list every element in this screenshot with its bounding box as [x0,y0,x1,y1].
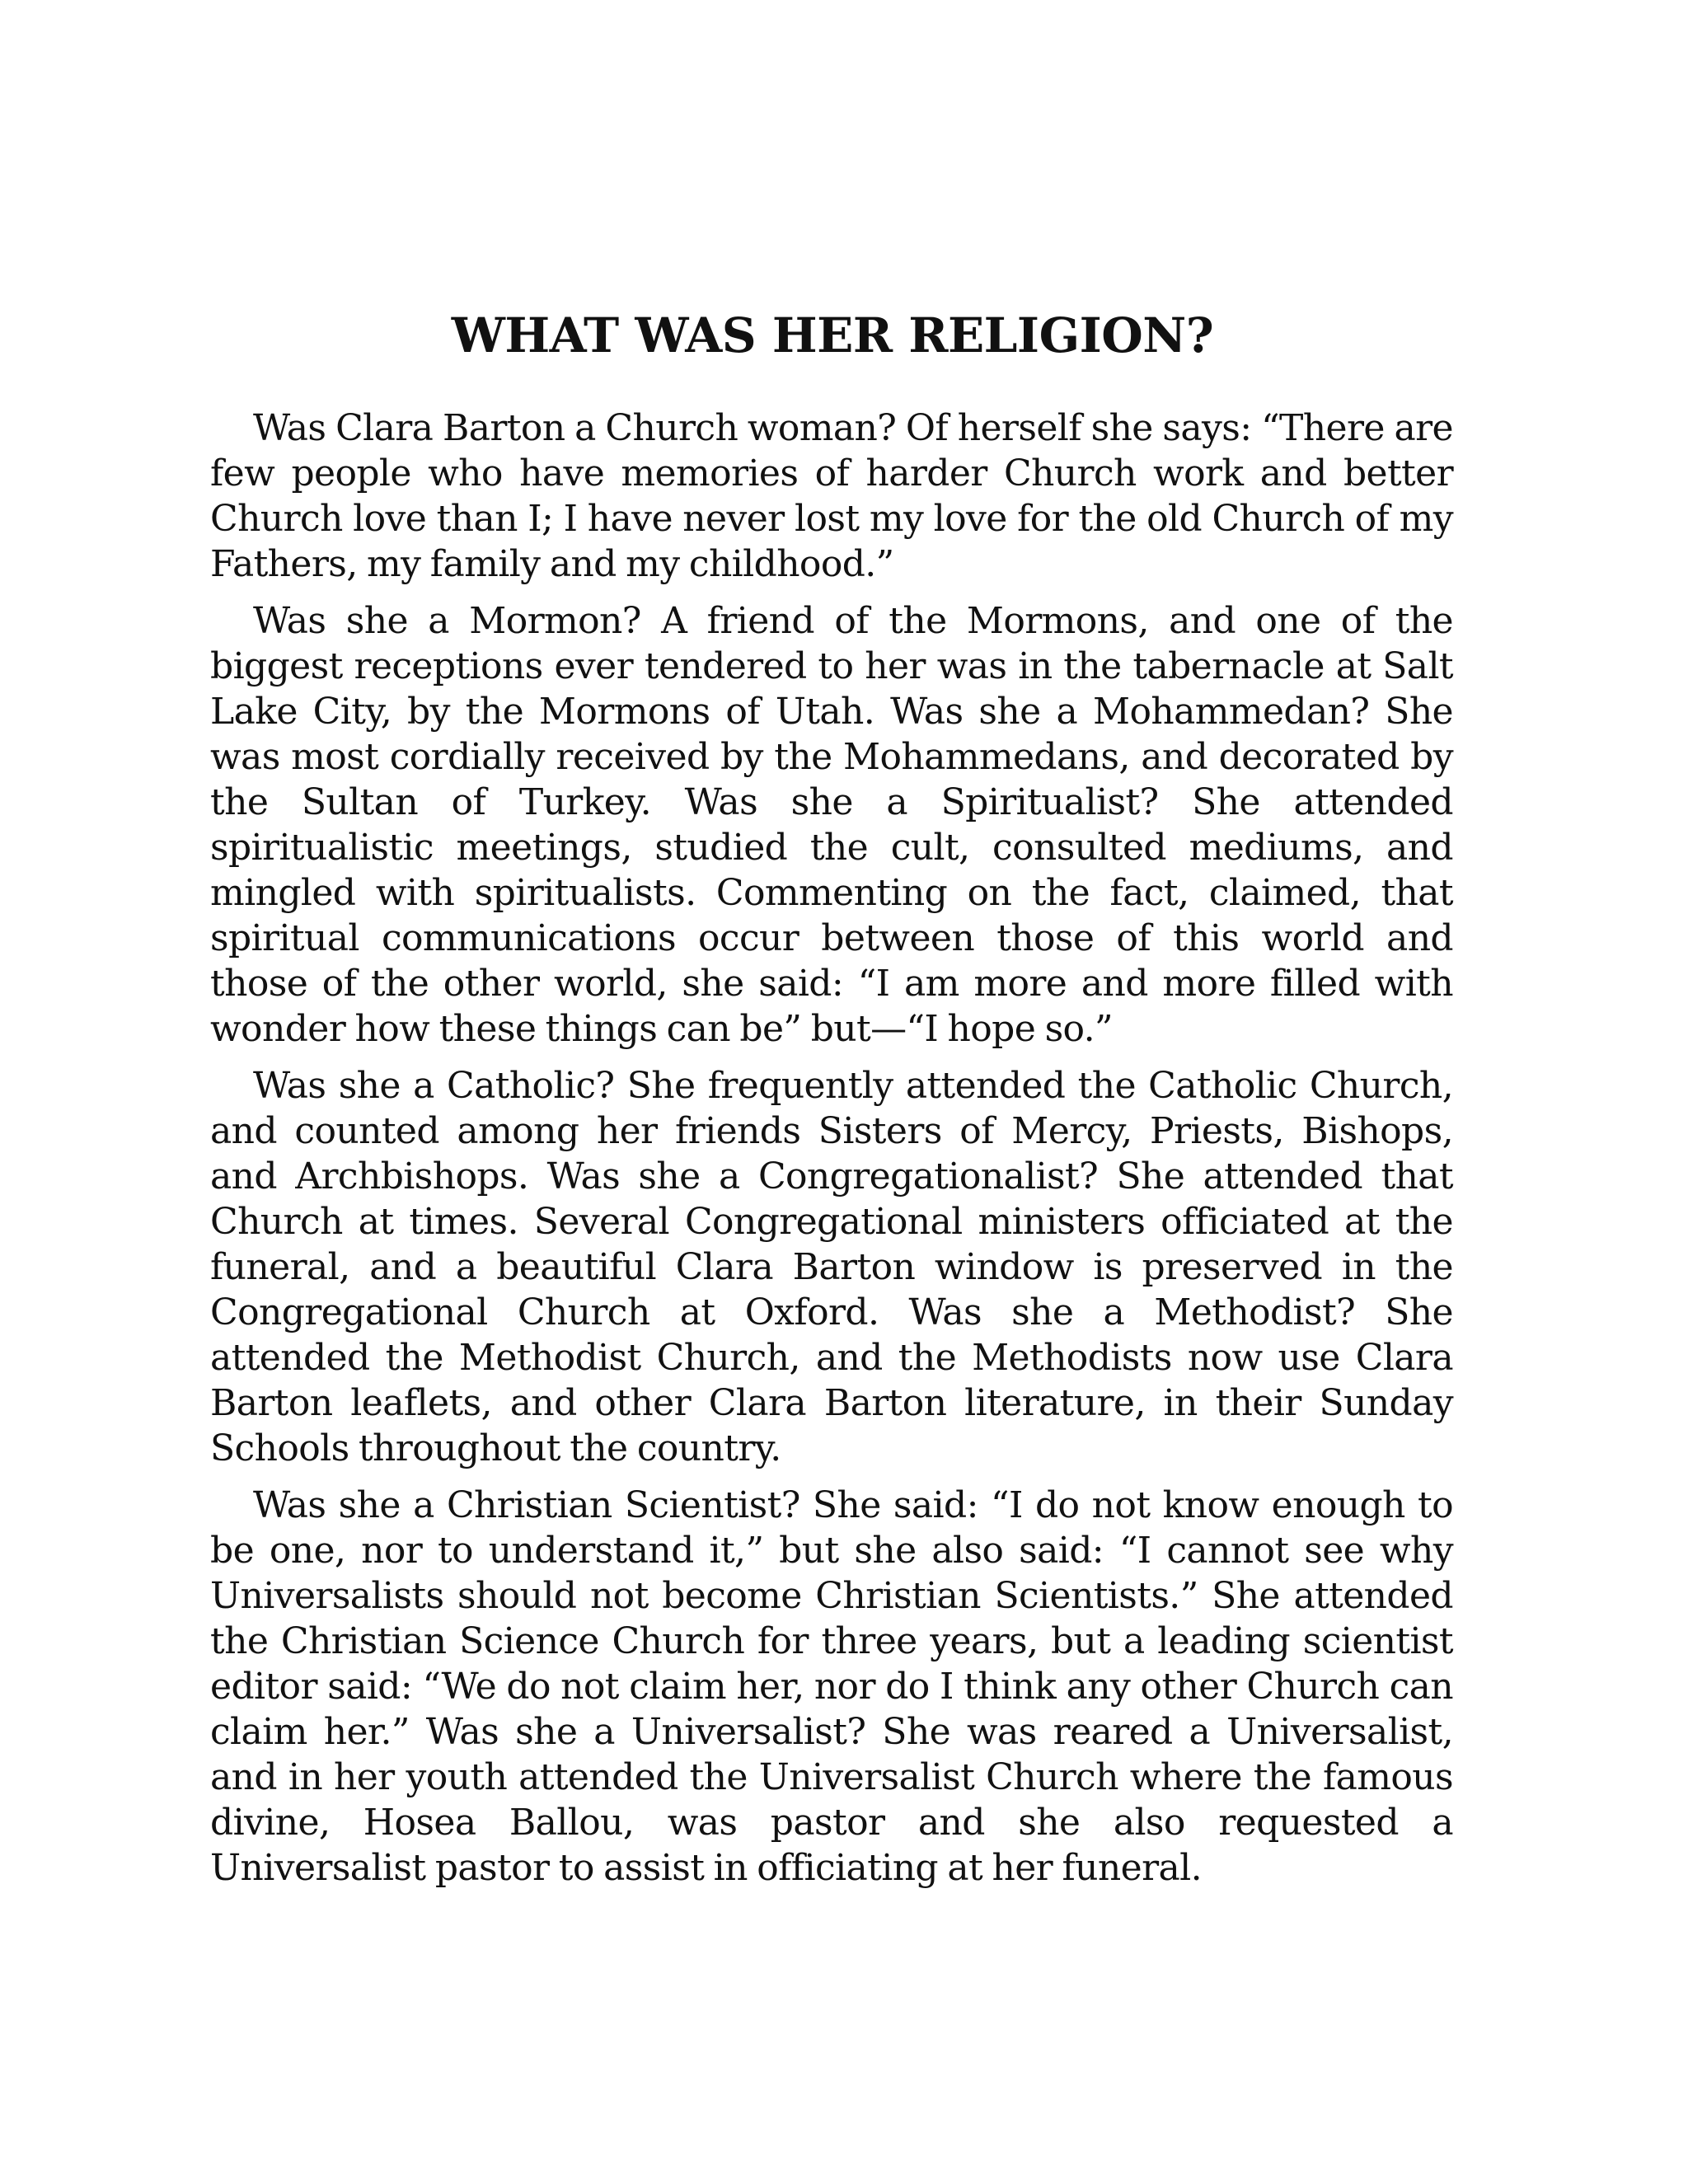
paragraph-scientist-universalist: Was she a Christian Scientist? She said: “I do not know enough to be one, nor to understand it,” but she also said: “I cannot see why Universalists should not become Christian Scientists.” She attended the Christian Science Church for three years, but a leading scientist editor said: “We do not claim her, nor do I think any other Church can claim her.” Was she a Universalist? She was reared a Universalist, and in her youth attended the Universalist Church where the famous divine, Hosea Ballou, was pastor and she also requested a Universalist pastor to assist in officiating at her funeral. [210,1484,1453,1889]
paragraph-church-woman: Was Clara Barton a Church woman? Of herself she says: “There are few people who have memories of harder Church work and better Church love than I; I have never lost my love for the old Church of my Fathers, my family and my childhood.” [210,407,1453,585]
body-text [210,405,1453,1902]
page-title: WHAT WAS HER RELIGION? [451,307,1214,363]
paragraph-mormon-spiritualist: Was she a Mormon? A friend of the Mormons, and one of the biggest receptions ever tendered to her was in the tabernacle at Salt Lake City, by the Mormons of Utah. Was she a Mohammedan? She was most cordially received by the Mohammedans, and decorated by the Sultan of Turkey. Was she a Spiritualist? She attended spiritualistic meetings, studied the cult, consulted mediums, and mingled with spiritualists. Commenting on the fact, claimed, that spiritual communications occur between those of this world and those of the other world, she said: “I am more and more filled with wonder how these things can be” but—“I hope so.” [210,600,1453,1050]
paragraph-catholic-methodist: Was she a Catholic? She frequently attended the Catholic Church, and counted among her friends Sisters of Mercy, Priests, Bishops, and Archbishops. Was she a Congregationalist? She attended that Church at times. Several Congregational ministers officiated at the funeral, and a beautiful Clara Barton window is preserved in the Congregational Church at Oxford. Was she a Methodist? She attended the Methodist Church, and the Methodists now use Clara Barton leaflets, and other Clara Barton literature, in their Sunday Schools throughout the country. [210,1065,1453,1469]
